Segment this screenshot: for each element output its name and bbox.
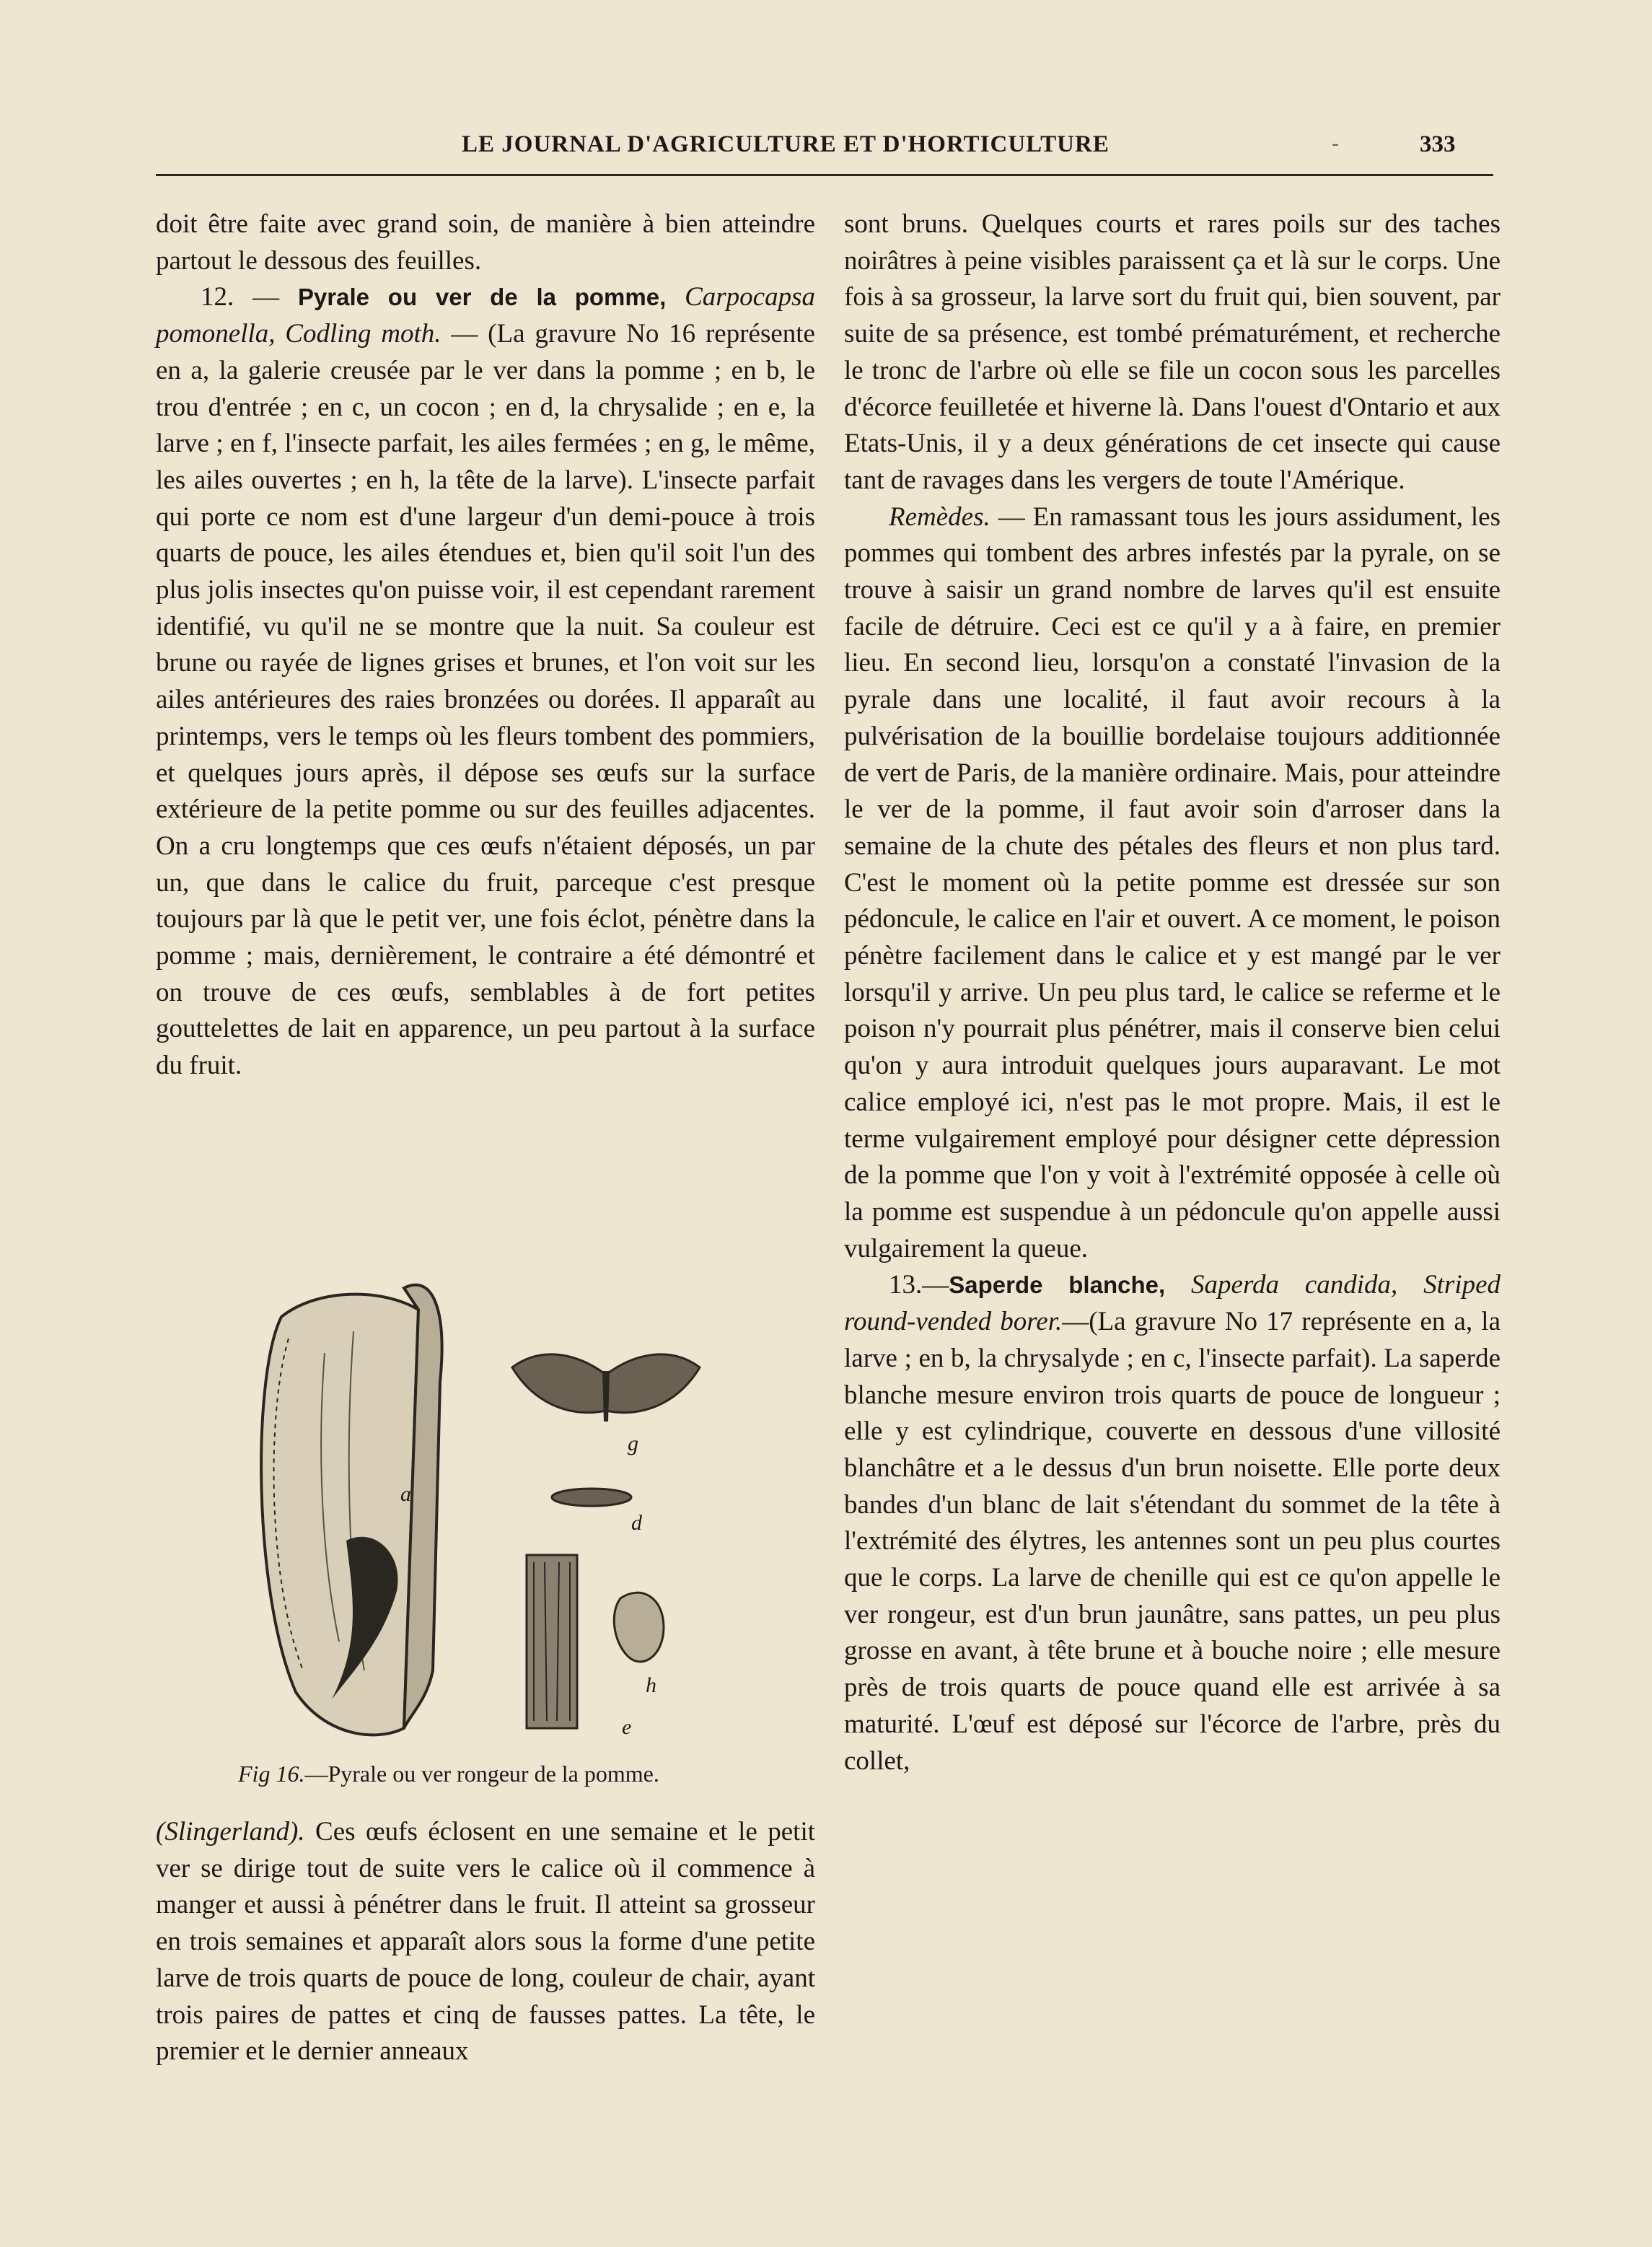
larva-head: [614, 1593, 664, 1662]
journal-title: LE JOURNAL D'AGRICULTURE ET D'HORTICULTURE: [462, 131, 1110, 157]
left-paragraph-3-text: Ces œufs éclosent en une semaine et le petit ver se dirige tout de suite vers le calice où il commence à manger et aussi à pénétrer dans le fruit. Il atteint sa grosseur en trois semaines et apparaît alors sous la forme d'une petite larve de trois quarts de pouce de long, couleur de chair, ayant trois paires de pattes et cinq de fausses pattes. La tête, le premier et le dernier anneaux: [156, 1817, 816, 2067]
codling-moth-illustration: [238, 1266, 736, 1750]
left-paragraph-2-text: — (La gravure No 16 représente en a, la galerie creusée par le ver dans la pomme ; en b, le trou d'entrée ; en c, un cocon ; en d, la chrysalide ; en e, la larve ; en f, l'insecte parfait, les ailes fermées ; en g, le même, les ailes ouvertes ; en h, la tête de la larve). L'insecte parfait qui porte ce nom est d'une largeur d'un demi-pouce à trois quarts de pouce, les ailes étendues et, bien qu'il soit l'un des plus jolis insectes qu'on puisse voir, il est cependant rarement identifié, vu qu'il ne se montre que la nuit. Sa couleur est brune ou rayée de lignes grises et brunes, et l'on voit sur les ailes antérieures des raies bronzées ou dorées. Il apparaît au printemps, vers le temps où les fleurs tombent des pommiers, et quelques jours après, il dépose ses œufs sur la surface extérieure de la petite pomme ou sur des feuilles adjacentes. On a cru longtemps que ces œufs n'étaient déposés, un par un, que dans le calice du fruit, parceque c'est presque toujours par là que le petit ver, une fois éclot, pénètre dans la pomme ; mais, dernièrement, le contraire a été démontré et on trouve de ces œufs, semblables à de fort petites gouttelettes de lait en apparence, un peu partout à la surface du fruit.: [156, 319, 815, 1081]
figure-label-g: g: [628, 1432, 638, 1455]
caption-label: Fig 16.: [238, 1761, 305, 1787]
caption-text: —Pyrale ou ver rongeur de la pomme.: [304, 1761, 659, 1787]
figure-caption: [238, 1761, 750, 1787]
section-number-12: 12. —: [201, 282, 280, 312]
left-paragraph-2: [156, 279, 815, 1084]
header-rule: [156, 174, 1493, 176]
apple-section: [261, 1295, 418, 1735]
section-heading-saperde: Saperde blanche,: [949, 1271, 1166, 1299]
left-column-bottom: [156, 1814, 815, 2070]
chrysalis: [552, 1489, 631, 1506]
header-dash: -: [1332, 131, 1339, 155]
remedes-heading: Remèdes.: [889, 501, 990, 532]
figure-16-engraving: [238, 1266, 736, 1750]
page-number: 333: [1420, 131, 1456, 157]
right-paragraph-3-text: —(La gravure No 17 représente en a, la larve ; en b, la chrysalyde ; en c, l'insecte parfait). La saperde blanche mesure environ trois quarts de pouce de longueur ; elle y est cylindrique, couverte en dessous d'une villosité blanchâtre et a le dessus d'un brun noisette. Elle porte deux bandes d'un blanc de lait s'étendant du sommet de la tête à l'extrémité des élytres, les antennes sont un peu plus courtes que le corps. La larve de chenille qui est ce qu'on appelle le ver rongeur, est d'un brun jaunâtre, sans pattes, un peu plus grosse en avant, à tête brune et à bouche noire ; elle mesure près de trois quarts de pouce quand elle est arrivée à sa maturité. L'œuf est déposé sur l'écorce de l'arbre, près du collet,: [844, 1307, 1501, 1776]
left-paragraph-3: [156, 1814, 815, 2070]
citation-slingerland: (Slingerland).: [156, 1817, 305, 1847]
left-paragraph-1: doit être faite avec grand soin, de manière à bien atteindre partout le dessous des feuilles.: [156, 209, 815, 276]
section-number-13: 13.—: [889, 1270, 949, 1300]
running-header: [0, 128, 1652, 165]
figure-label-h: h: [646, 1673, 656, 1697]
left-column-top: [156, 206, 815, 1085]
section-heading-pyrale: Pyrale ou ver de la pomme,: [297, 284, 667, 311]
right-column: [844, 206, 1501, 1779]
figure-label-d: d: [631, 1511, 642, 1535]
latin-name-pyrale: Carpocapsa pomonella, Codling moth.: [156, 282, 815, 349]
right-paragraph-3: [844, 1267, 1501, 1779]
figure-label-a: a: [400, 1482, 411, 1506]
right-paragraph-2-text: — En ramassant tous les jours assidument, les pommes qui tombent des arbres infestés par la pyrale, on se trouve à saisir un grand nombre de larves qu'il est ensuite facile de détruire. Ceci est ce qu'il y a à faire, en premier lieu. En second lieu, lorsqu'on a constaté l'invasion de la pyrale dans une localité, il faut avoir recours à la pulvérisation de la bouillie bordelaise toujours additionnée de vert de Paris, de la manière ordinaire. Mais, pour atteindre le ver de la pomme, il faut avoir soin d'arroser dans la semaine de la chute des pétales des fleurs et non plus tard. C'est le moment où la petite pomme est dressée sur son pédoncule, le calice en l'air et ouvert. A ce moment, le poison pénètre facilement dans le calice et y est mangé par le ver lorsqu'il y arrive. Un peu plus tard, le calice se referme et le poison n'y pourrait plus pénétrer, mais il conserve bien celui qu'on y aura introduit quelques jours auparavant. Le mot calice employé ici, n'est pas le mot propre. Mais, il est le terme vulgairement employé pour désigner cette dépression de la pomme que l'on y voit à l'extrémité opposée à celle où la pomme est suspendue à un pédoncule qu'on appelle aussi vulgairement la queue.: [844, 501, 1501, 1263]
right-paragraph-1: sont bruns. Quelques courts et rares poils sur des taches noirâtres à peine visibles paraissent ça et là sur le corps. Une fois à sa grosseur, la larve sort du fruit qui, bien souvent, par suite de sa présence, est tombé prématurément, et recherche le tronc de l'arbre où elle se file un cocon sous les parcelles d'écorce feuilletée et hiverne là. Dans l'ouest d'Ontario et aux Etats-Unis, il y a deux générations de cet insecte qui cause tant de ravages dans les vergers de toute l'Amérique.: [844, 209, 1501, 495]
figure-label-e: e: [622, 1715, 632, 1739]
right-paragraph-remedes: [844, 499, 1501, 1268]
latin-name-saperde: Saperda candida, Striped round-vended borer.: [844, 1270, 1501, 1337]
